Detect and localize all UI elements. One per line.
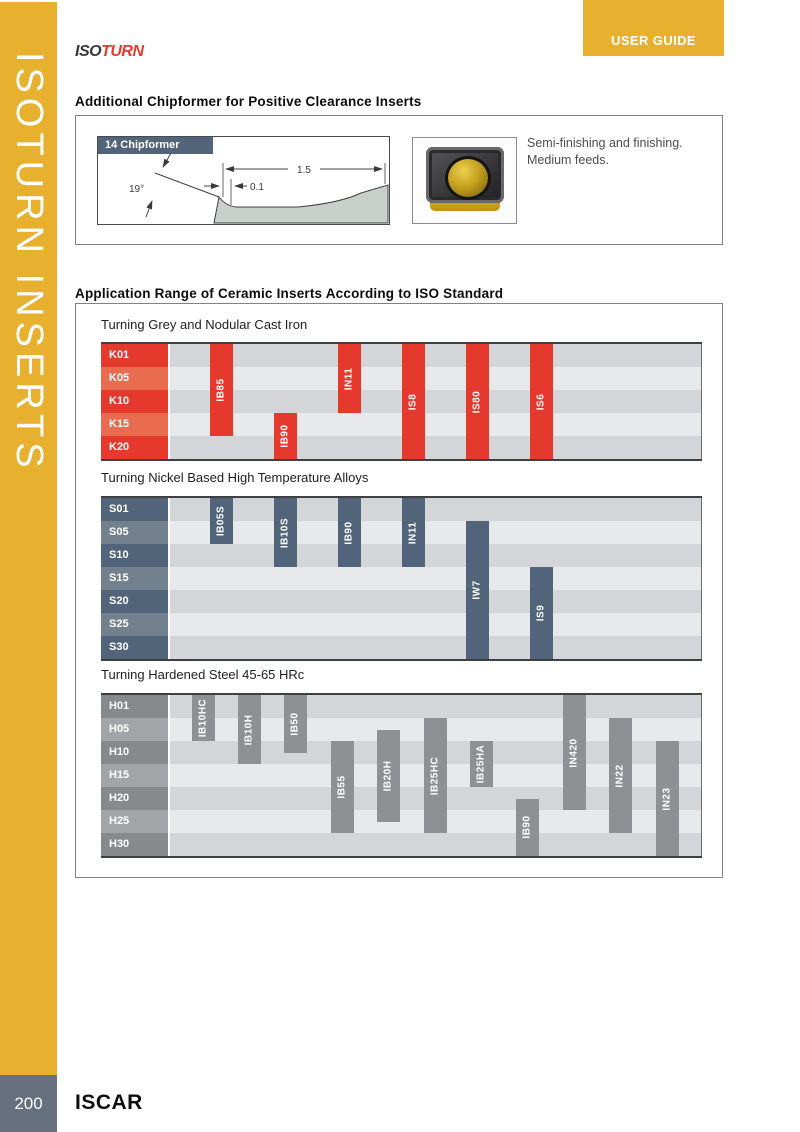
- row-label-S30: S30: [101, 636, 168, 659]
- row-stripe-K20: [170, 436, 702, 459]
- logo-turn-text: TURN: [101, 43, 144, 60]
- angle-arrow-top: [163, 153, 171, 167]
- section2-heading: Application Range of Ceramic Inserts According to ISO Standard: [75, 286, 504, 301]
- section1-heading: Additional Chipformer for Positive Clearance Inserts: [75, 94, 422, 109]
- grade-bar-label: IB90: [521, 815, 533, 839]
- row-label-K05: K05: [101, 367, 168, 390]
- insert-chipformer-dimple: [445, 156, 491, 200]
- isoturn-logo: [75, 43, 144, 61]
- row-label-H25: H25: [101, 810, 168, 833]
- row-stripe-K15: [170, 413, 702, 436]
- grade-bar-label: IW7: [471, 580, 483, 600]
- grade-bar-label: IS9: [535, 604, 547, 622]
- page-number: 200: [14, 1094, 43, 1113]
- grade-bar-IB90: [274, 413, 297, 459]
- grade-bar-IB10S: [274, 498, 297, 567]
- description-line-1: Semi-finishing and finishing.: [527, 136, 683, 150]
- row-label-S10: S10: [101, 544, 168, 567]
- chart-cast-iron: [101, 342, 702, 461]
- application-description: [527, 135, 683, 168]
- grade-bar-label: IN11: [343, 367, 355, 390]
- row-label-H15: H15: [101, 764, 168, 787]
- row-stripe-K10: [170, 390, 702, 413]
- grade-bar-IB55: [331, 741, 354, 833]
- grade-bar-label: IB10S: [279, 517, 291, 548]
- grade-bar-IB85: [210, 344, 233, 436]
- grade-bar-label: IB85: [215, 378, 227, 402]
- grade-bar-IS80: [466, 344, 489, 459]
- row-stripe-S15: [170, 567, 702, 590]
- user-guide-label: USER GUIDE: [611, 33, 696, 48]
- grade-bar-IS8: [402, 344, 425, 459]
- chart-hardened-steel: [101, 693, 702, 858]
- chip-groove-profile: [214, 185, 388, 223]
- sidebar-band: [0, 2, 57, 1075]
- grade-bar-IB90: [516, 799, 539, 857]
- grade-bar-label: IN420: [568, 737, 580, 768]
- rake-angle-line: [155, 173, 219, 197]
- grade-bar-IB10H: [238, 695, 261, 764]
- row-label-H05: H05: [101, 718, 168, 741]
- row-label-H20: H20: [101, 787, 168, 810]
- row-label-S15: S15: [101, 567, 168, 590]
- grade-bar-label: IB05S: [215, 505, 227, 537]
- chipformer-title-bar: 14 Chipformer: [98, 137, 213, 154]
- row-stripe-K01: [170, 344, 702, 367]
- iscar-logo: ISCAR: [75, 1091, 143, 1114]
- grade-bar-label: IS6: [535, 393, 547, 410]
- row-stripe-S25: [170, 613, 702, 636]
- sidebar-series-label: ISOTURN INSERTS: [8, 52, 50, 473]
- grade-bar-IN420: [563, 695, 586, 810]
- row-label-H01: H01: [101, 695, 168, 718]
- grade-bar-IB90: [338, 498, 361, 567]
- grade-bar-label: IB25HC: [429, 756, 441, 795]
- row-stripe-S20: [170, 590, 702, 613]
- user-guide-banner: [583, 0, 724, 56]
- grade-bar-IS6: [530, 344, 553, 459]
- logo-iso-text: ISO: [75, 43, 102, 60]
- grade-bar-label: IS8: [407, 393, 419, 410]
- row-label-K20: K20: [101, 436, 168, 459]
- row-label-S25: S25: [101, 613, 168, 636]
- application-range-panel: [75, 303, 723, 878]
- grade-bar-IB05S: [210, 498, 233, 544]
- grade-bar-label: IB10H: [243, 714, 255, 745]
- page-number-box: [0, 1075, 57, 1132]
- insert-top-face: [426, 147, 504, 203]
- insert-photo: [412, 137, 517, 224]
- grade-bar-IB20H: [377, 730, 400, 822]
- grade-bar-IB25HA: [470, 741, 493, 787]
- grade-bar-label: IN11: [407, 521, 419, 544]
- grade-bar-label: IB90: [279, 424, 291, 448]
- row-label-K10: K10: [101, 390, 168, 413]
- row-stripe-S05: [170, 521, 702, 544]
- angle-label: 19°: [129, 184, 145, 195]
- chart-cast-iron-title: Turning Grey and Nodular Cast Iron: [101, 317, 308, 332]
- grade-bar-label: IB10HC: [197, 698, 209, 738]
- row-stripe-K05: [170, 367, 702, 390]
- grade-bar-IB10HC: [192, 695, 215, 741]
- grade-bar-IW7: [466, 521, 489, 659]
- grade-bar-IN11: [338, 344, 361, 413]
- row-stripe-S30: [170, 636, 702, 659]
- grade-bar-label: IN23: [661, 786, 673, 811]
- grade-bar-label: IB55: [336, 775, 348, 799]
- chart-nickel-alloys: [101, 496, 702, 661]
- grade-bar-label: IB50: [289, 712, 301, 736]
- grade-bar-label: IS80: [471, 390, 483, 413]
- grade-bar-IB25HC: [424, 718, 447, 833]
- row-stripe-S10: [170, 544, 702, 567]
- row-label-H30: H30: [101, 833, 168, 856]
- row-stripe-S01: [170, 498, 702, 521]
- grade-bar-label: IB25HA: [475, 744, 487, 784]
- grade-bar-label: IB20H: [382, 760, 394, 791]
- grade-bar-IN11: [402, 498, 425, 567]
- angle-arrow-bottom: [146, 201, 152, 217]
- description-line-2: Medium feeds.: [527, 152, 609, 167]
- row-label-H10: H10: [101, 741, 168, 764]
- grade-bar-IN22: [609, 718, 632, 833]
- row-label-K15: K15: [101, 413, 168, 436]
- chart-nickel-alloys-title: Turning Nickel Based High Temperature Alloys: [101, 470, 369, 485]
- row-label-K01: K01: [101, 344, 168, 367]
- chart-hardened-steel-title: Turning Hardened Steel 45-65 HRc: [101, 667, 305, 682]
- row-label-S05: S05: [101, 521, 168, 544]
- row-stripe-H30: [170, 833, 702, 856]
- grade-bar-label: IN22: [614, 763, 626, 788]
- row-label-S01: S01: [101, 498, 168, 521]
- dim-depth-label: 0.1: [250, 182, 264, 193]
- chipformer-panel: [75, 115, 723, 245]
- grade-bar-label: IB90: [343, 520, 355, 545]
- grade-bar-IB50: [284, 695, 307, 753]
- chipformer-diagram: [97, 136, 390, 225]
- grade-bar-IS9: [530, 567, 553, 659]
- row-label-S20: S20: [101, 590, 168, 613]
- insert-illustration: [424, 145, 506, 217]
- grade-bar-IN23: [656, 741, 679, 856]
- dim-length-label: 1.5: [297, 165, 311, 176]
